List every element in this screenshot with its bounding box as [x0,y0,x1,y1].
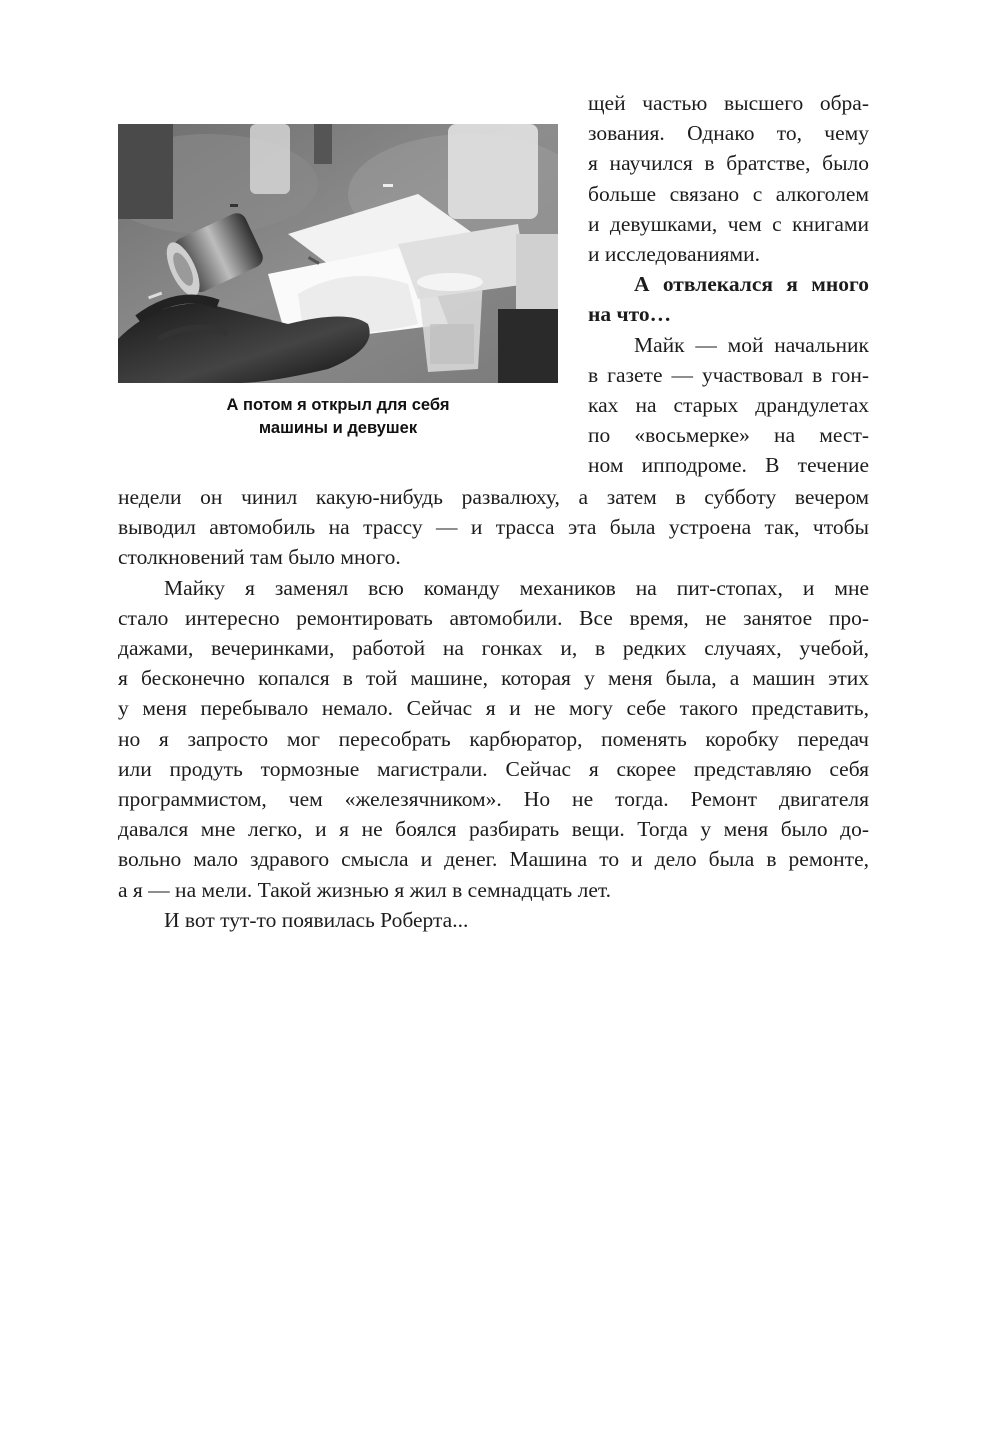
text-line: зования. Однако то, чему [588,121,869,146]
text-line: столкновений там было много. [118,545,401,570]
text-line: я научился в братстве, было [588,151,869,176]
text-line: но я запросто мог пересобрать карбюратор, поменять коробку передач [118,726,869,751]
text-line: Майк — мой начальник [634,332,869,357]
text-line: выводил автомобиль на трассу — и трасса эта была устроена так, чтобы [118,515,869,540]
text-line: программистом, чем «железячником». Но не тогда. Ремонт двигателя [118,787,869,812]
text-line: у меня перебывало немало. Сейчас я и не могу себе такого представить, [118,696,869,721]
text-line: и исследованиями. [588,242,760,267]
right-column-text [588,88,869,481]
text-line: дажами, вечеринками, работой на гонках и, в редких случаях, учебой, [118,636,869,661]
text-line: больше связано с алкоголем [588,181,869,206]
caption-line: машины и девушек [258,419,418,437]
text-line: я бесконечно копался в той машине, которая у меня была, а машин этих [118,666,869,691]
section-heading: А отвлекался я много [634,272,869,297]
text-line: недели он чинил какую-нибудь развалюху, а затем в субботу вечером [118,485,869,509]
text-line: а я — на мели. Такой жизнью я жил в семнадцать лет. [118,877,612,902]
text-line: Майку я заменял всю команду механиков на пит-стопах, и мне [164,575,869,600]
figure-caption [118,394,558,440]
text-line: в газете — участвовал в гон- [588,362,869,387]
text-line: или продуть тормозные магистрали. Сейчас я скорее представляю себя [118,756,869,781]
text-line: ном ипподроме. В течение [588,453,869,478]
text-line: И вот тут-то появилась Роберта... [164,907,469,932]
text-line: щей частью высшего обра- [588,91,869,115]
text-line: по «восьмерке» на мест- [588,423,869,448]
text-line: стало интересно ремонтировать автомобили. Все время, не занятое про- [118,605,869,630]
section-heading: на что… [588,302,672,327]
text-line: давался мне легко, и я не боялся разбирать вещи. Тогда у меня было до- [118,817,869,842]
figure [118,124,558,440]
text-line: вольно мало здравого смысла и денег. Машина то и дело была в ремонте, [118,847,869,872]
body-text [118,482,869,935]
caption-line: А потом я открыл для себя [226,396,450,414]
text-line: ках на старых драндулетах [588,393,869,418]
text-line: и девушками, чем с книгами [588,211,869,236]
party-mess-photo [118,124,558,383]
